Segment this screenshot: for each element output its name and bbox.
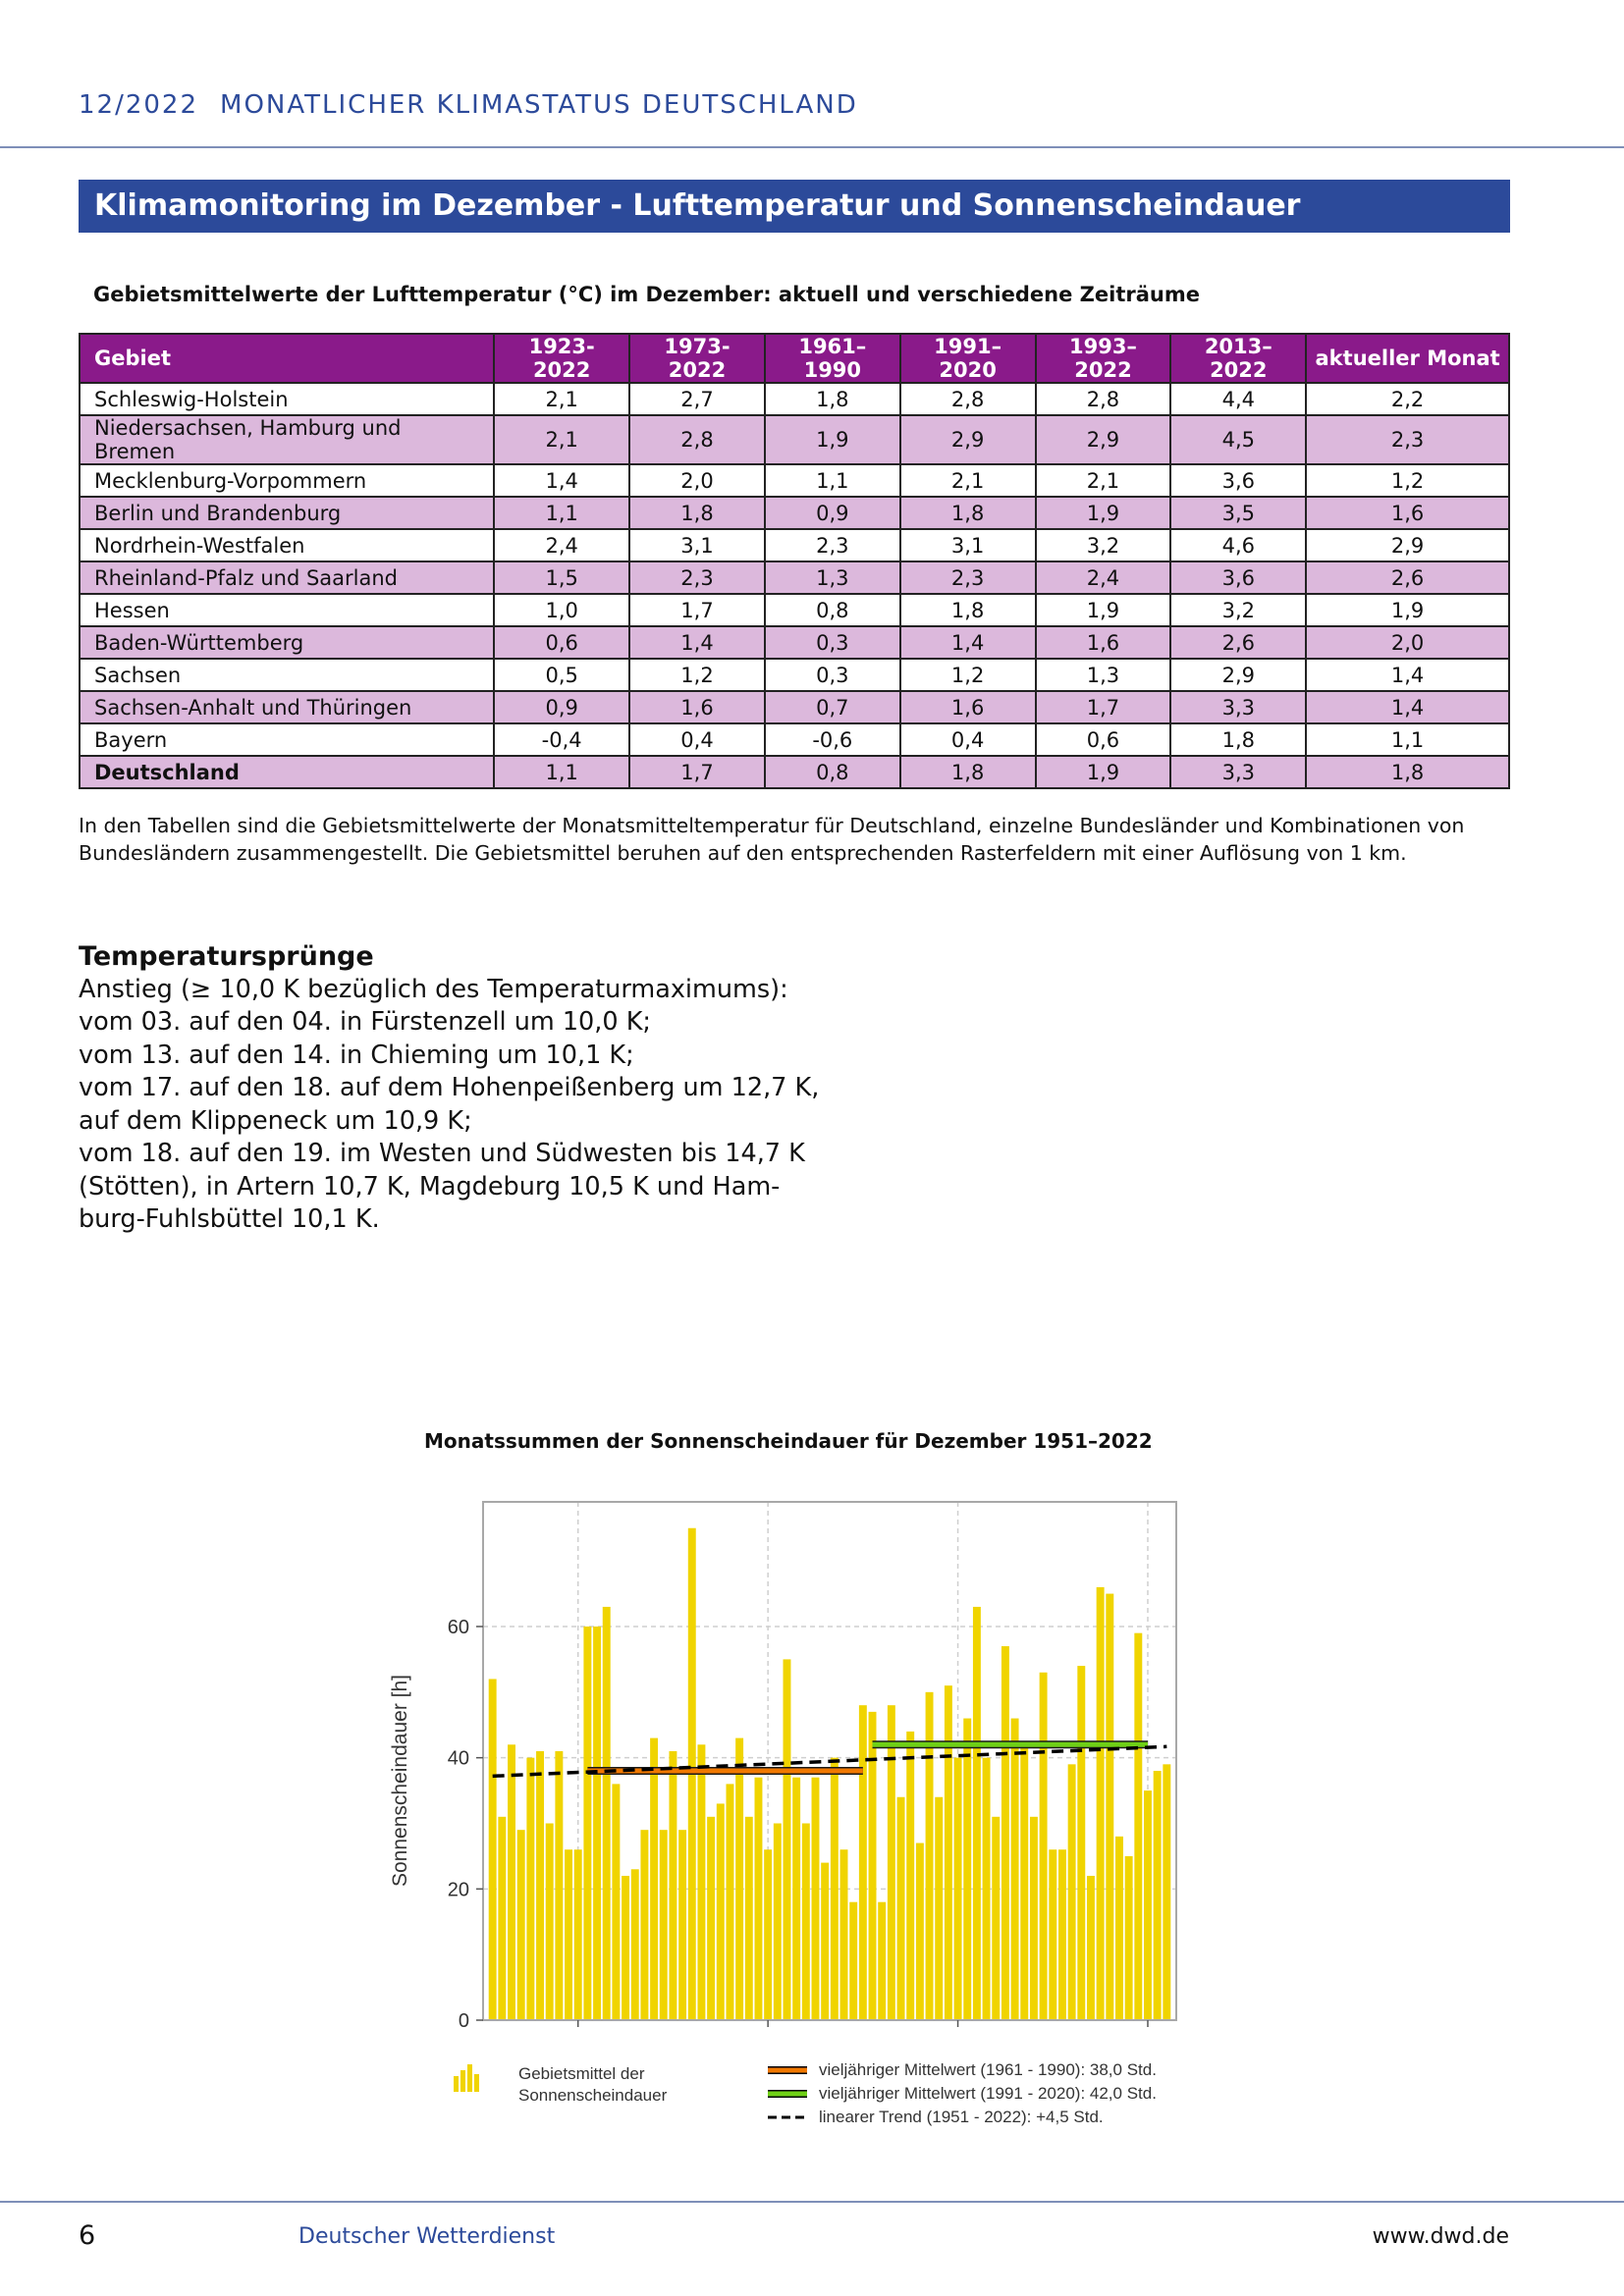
value-cell: 2,1 bbox=[494, 415, 629, 464]
column-header: Gebiet bbox=[80, 334, 494, 383]
value-cell: 1,4 bbox=[494, 464, 629, 497]
bar bbox=[831, 1758, 839, 2020]
bar bbox=[764, 1849, 772, 2020]
temperature-table bbox=[79, 333, 1510, 789]
bar bbox=[1077, 1666, 1085, 2020]
value-cell: 3,2 bbox=[1170, 594, 1306, 626]
value-cell: 1,6 bbox=[629, 691, 765, 723]
legend-mean1-label: vieljähriger Mittelwert (1961 - 1990): 38,0 Std. bbox=[819, 2060, 1157, 2079]
bar bbox=[555, 1751, 563, 2020]
value-cell: 1,9 bbox=[1036, 756, 1171, 788]
bar bbox=[546, 1823, 554, 2020]
bar bbox=[954, 1758, 962, 2020]
table-row bbox=[80, 415, 1509, 464]
y-tick-label: 20 bbox=[447, 1879, 469, 1901]
value-cell: 3,1 bbox=[900, 529, 1036, 561]
bar bbox=[878, 1902, 886, 2020]
footer-url[interactable]: www.dwd.de bbox=[1372, 2224, 1509, 2249]
value-cell: 2,9 bbox=[1036, 415, 1171, 464]
bar bbox=[536, 1751, 544, 2020]
legend-mean2-label: vieljähriger Mittelwert (1991 - 2020): 42,0 Std. bbox=[819, 2084, 1157, 2103]
bar bbox=[755, 1778, 763, 2020]
value-cell: 1,1 bbox=[494, 756, 629, 788]
value-cell: 4,5 bbox=[1170, 415, 1306, 464]
y-tick-label: 40 bbox=[447, 1747, 469, 1770]
region-cell: Rheinland-Pfalz und Saarland bbox=[80, 561, 494, 594]
bar bbox=[650, 1738, 658, 2020]
value-cell: 1,8 bbox=[765, 383, 900, 415]
value-cell: 2,9 bbox=[1170, 659, 1306, 691]
bar bbox=[583, 1627, 591, 2020]
value-cell: 3,6 bbox=[1170, 464, 1306, 497]
value-cell: 3,1 bbox=[629, 529, 765, 561]
value-cell: 1,2 bbox=[900, 659, 1036, 691]
value-cell: 1,1 bbox=[494, 497, 629, 529]
value-cell: 1,8 bbox=[629, 497, 765, 529]
dashed-line-icon bbox=[766, 2109, 809, 2125]
value-cell: 1,8 bbox=[900, 594, 1036, 626]
jumps-title: Temperatursprünge bbox=[79, 941, 374, 972]
value-cell: 2,1 bbox=[900, 464, 1036, 497]
bar bbox=[660, 1830, 668, 2020]
bar bbox=[935, 1797, 943, 2020]
value-cell: 1,8 bbox=[900, 756, 1036, 788]
chart-title: Monatssummen der Sonnenscheindauer für Dezember 1951–2022 bbox=[424, 1429, 1153, 1453]
bar bbox=[678, 1830, 686, 2020]
bar bbox=[508, 1744, 515, 2020]
table-row bbox=[80, 691, 1509, 723]
bar bbox=[1087, 1876, 1095, 2020]
value-cell: 1,1 bbox=[1306, 723, 1509, 756]
value-cell: 3,6 bbox=[1170, 561, 1306, 594]
region-cell: Bayern bbox=[80, 723, 494, 756]
bar bbox=[565, 1849, 572, 2020]
bar bbox=[802, 1823, 810, 2020]
bar bbox=[1068, 1764, 1076, 2020]
column-header: aktueller Monat bbox=[1306, 334, 1509, 383]
value-cell: 1,5 bbox=[494, 561, 629, 594]
value-cell: 2,8 bbox=[629, 415, 765, 464]
bar bbox=[812, 1778, 820, 2020]
bar bbox=[792, 1778, 800, 2020]
value-cell: 1,8 bbox=[1170, 723, 1306, 756]
value-cell: 2,8 bbox=[1036, 383, 1171, 415]
value-cell: 2,9 bbox=[900, 415, 1036, 464]
value-cell: 0,8 bbox=[765, 756, 900, 788]
bar bbox=[1020, 1744, 1028, 2020]
bar bbox=[1125, 1856, 1133, 2020]
value-cell: 2,3 bbox=[629, 561, 765, 594]
value-cell: 0,3 bbox=[765, 659, 900, 691]
bar bbox=[612, 1784, 620, 2020]
bar bbox=[906, 1732, 914, 2020]
bar bbox=[774, 1823, 782, 2020]
value-cell: 0,7 bbox=[765, 691, 900, 723]
value-cell: 2,1 bbox=[1036, 464, 1171, 497]
value-cell: 1,9 bbox=[765, 415, 900, 464]
bar bbox=[992, 1817, 1000, 2020]
jumps-lines bbox=[79, 974, 825, 1237]
bar bbox=[622, 1876, 629, 2020]
bar bbox=[1058, 1849, 1066, 2020]
legend-trend-label: linearer Trend (1951 - 2022): +4,5 Std. bbox=[819, 2108, 1104, 2126]
bar bbox=[603, 1607, 611, 2020]
value-cell: 1,6 bbox=[1306, 497, 1509, 529]
value-cell: 1,9 bbox=[1306, 594, 1509, 626]
value-cell: -0,6 bbox=[765, 723, 900, 756]
bar bbox=[640, 1830, 648, 2020]
jumps-line: vom 13. auf den 14. in Chieming um 10,1 K; bbox=[79, 1040, 634, 1070]
region-cell: Sachsen bbox=[80, 659, 494, 691]
value-cell: 1,7 bbox=[629, 594, 765, 626]
table-body bbox=[80, 383, 1509, 788]
bar bbox=[1011, 1719, 1019, 2020]
page-number: 6 bbox=[79, 2220, 96, 2251]
bar bbox=[945, 1685, 952, 2020]
bar bbox=[973, 1607, 981, 2020]
value-cell: 1,6 bbox=[900, 691, 1036, 723]
value-cell: 2,3 bbox=[1306, 415, 1509, 464]
value-cell: 3,2 bbox=[1036, 529, 1171, 561]
bar bbox=[735, 1738, 743, 2020]
table-note: In den Tabellen sind die Gebietsmittelwerte der Monatsmitteltemperatur für Deutschland, einzelne Bundesländer und Kombinationen von Bundesländern zusammengestellt. Die Gebietsmittel beruhen auf den entsprechenden Rasterfeldern mit einer Auflösung von 1 km. bbox=[79, 814, 1465, 865]
region-cell: Sachsen-Anhalt und Thüringen bbox=[80, 691, 494, 723]
bar bbox=[1154, 1771, 1162, 2020]
value-cell: 1,8 bbox=[1306, 756, 1509, 788]
bar bbox=[1144, 1790, 1152, 2020]
bar bbox=[517, 1830, 525, 2020]
column-header: 1961–1990 bbox=[765, 334, 900, 383]
jumps-line: burg-Fuhlsbüttel 10,1 K. bbox=[79, 1204, 380, 1234]
bar bbox=[526, 1758, 534, 2020]
value-cell: 1,7 bbox=[1036, 691, 1171, 723]
value-cell: 1,6 bbox=[1036, 626, 1171, 659]
region-cell: Mecklenburg-Vorpommern bbox=[80, 464, 494, 497]
y-tick-label: 0 bbox=[458, 2010, 469, 2032]
value-cell: 1,0 bbox=[494, 594, 629, 626]
bar bbox=[888, 1705, 895, 2020]
bar-legend-icon bbox=[452, 2062, 485, 2092]
region-cell: Niedersachsen, Hamburg und Bremen bbox=[80, 415, 494, 464]
value-cell: 2,0 bbox=[629, 464, 765, 497]
table-header-row bbox=[80, 334, 1509, 383]
jumps-line: vom 18. auf den 19. im Westen und Südwesten bis 14,7 K bbox=[79, 1139, 805, 1168]
bar bbox=[983, 1758, 991, 2020]
value-cell: 1,3 bbox=[765, 561, 900, 594]
value-cell: 0,6 bbox=[1036, 723, 1171, 756]
bar bbox=[1115, 1837, 1123, 2020]
value-cell: 2,4 bbox=[1036, 561, 1171, 594]
value-cell: 1,2 bbox=[629, 659, 765, 691]
value-cell: 2,6 bbox=[1306, 561, 1509, 594]
region-cell: Hessen bbox=[80, 594, 494, 626]
value-cell: 1,7 bbox=[629, 756, 765, 788]
y-tick-label: 60 bbox=[447, 1616, 469, 1638]
jumps-line: vom 17. auf den 18. auf dem Hohenpeißenberg um 12,7 K, bbox=[79, 1073, 820, 1102]
value-cell: 4,4 bbox=[1170, 383, 1306, 415]
bar bbox=[707, 1817, 715, 2020]
bar bbox=[593, 1627, 601, 2020]
section-banner: Klimamonitoring im Dezember - Lufttemperatur und Sonnenscheindauer bbox=[79, 180, 1510, 233]
value-cell: 4,6 bbox=[1170, 529, 1306, 561]
bar bbox=[1134, 1633, 1142, 2020]
value-cell: 1,9 bbox=[1036, 594, 1171, 626]
bar bbox=[1030, 1817, 1038, 2020]
value-cell: 0,8 bbox=[765, 594, 900, 626]
bar bbox=[1097, 1587, 1105, 2020]
value-cell: 2,9 bbox=[1306, 529, 1509, 561]
value-cell: 2,1 bbox=[494, 383, 629, 415]
value-cell: 1,4 bbox=[629, 626, 765, 659]
bar bbox=[1163, 1764, 1170, 2020]
bar bbox=[897, 1797, 905, 2020]
bar bbox=[821, 1863, 829, 2020]
bar bbox=[726, 1784, 733, 2020]
footer-divider bbox=[0, 2201, 1624, 2203]
column-header: 1973-2022 bbox=[629, 334, 765, 383]
sunshine-chart bbox=[373, 1487, 1237, 2047]
value-cell: 0,4 bbox=[629, 723, 765, 756]
value-cell: 0,5 bbox=[494, 659, 629, 691]
bar bbox=[631, 1869, 639, 2020]
bar bbox=[963, 1719, 971, 2020]
region-cell: Nordrhein-Westfalen bbox=[80, 529, 494, 561]
bar bbox=[1049, 1849, 1056, 2020]
value-cell: 2,6 bbox=[1170, 626, 1306, 659]
value-cell: 1,4 bbox=[1306, 691, 1509, 723]
y-axis-label: Sonnenscheindauer [h] bbox=[389, 1675, 411, 1887]
bar bbox=[697, 1744, 705, 2020]
value-cell: 0,6 bbox=[494, 626, 629, 659]
column-header: 1923-2022 bbox=[494, 334, 629, 383]
column-header: 1993–2022 bbox=[1036, 334, 1171, 383]
jumps-line: vom 03. auf den 04. in Fürstenzell um 10,0 K; bbox=[79, 1007, 652, 1037]
column-header: 2013–2022 bbox=[1170, 334, 1306, 383]
bar bbox=[849, 1902, 857, 2020]
value-cell: 1,8 bbox=[900, 497, 1036, 529]
region-cell: Schleswig-Holstein bbox=[80, 383, 494, 415]
table-row bbox=[80, 464, 1509, 497]
value-cell: 1,9 bbox=[1036, 497, 1171, 529]
table-row bbox=[80, 383, 1509, 415]
value-cell: 2,0 bbox=[1306, 626, 1509, 659]
table-row bbox=[80, 529, 1509, 561]
header-divider bbox=[0, 146, 1624, 148]
value-cell: 0,3 bbox=[765, 626, 900, 659]
value-cell: 2,3 bbox=[900, 561, 1036, 594]
table-row bbox=[80, 497, 1509, 529]
value-cell: 2,3 bbox=[765, 529, 900, 561]
value-cell: 2,7 bbox=[629, 383, 765, 415]
jumps-line: auf dem Klippeneck um 10,9 K; bbox=[79, 1105, 472, 1136]
value-cell: 1,4 bbox=[900, 626, 1036, 659]
header-title: MONATLICHER KLIMASTATUS DEUTSCHLAND bbox=[220, 90, 858, 120]
table-row bbox=[80, 659, 1509, 691]
jumps-line: Anstieg (≥ 10,0 K bezüglich des Temperaturmaximums): bbox=[79, 974, 788, 1004]
value-cell: 1,1 bbox=[765, 464, 900, 497]
chart-legend bbox=[452, 2057, 1237, 2136]
bar bbox=[1106, 1594, 1113, 2020]
bar bbox=[489, 1679, 497, 2020]
value-cell: 2,2 bbox=[1306, 383, 1509, 415]
footer-organization: Deutscher Wetterdienst bbox=[298, 2224, 556, 2249]
temperature-jumps bbox=[79, 940, 825, 1237]
region-cell: Berlin und Brandenburg bbox=[80, 497, 494, 529]
column-header: 1991–2020 bbox=[900, 334, 1036, 383]
bar bbox=[784, 1659, 791, 2020]
green-line-icon bbox=[766, 2086, 809, 2102]
value-cell: -0,4 bbox=[494, 723, 629, 756]
table-row bbox=[80, 594, 1509, 626]
value-cell: 0,9 bbox=[494, 691, 629, 723]
value-cell: 3,3 bbox=[1170, 691, 1306, 723]
region-cell: Baden-Württemberg bbox=[80, 626, 494, 659]
value-cell: 1,3 bbox=[1036, 659, 1171, 691]
bar bbox=[498, 1817, 506, 2020]
bar bbox=[840, 1849, 848, 2020]
table-caption: Gebietsmittelwerte der Lufttemperatur (°C) im Dezember: aktuell und verschiedene Zeiträume bbox=[93, 283, 1200, 306]
value-cell: 1,2 bbox=[1306, 464, 1509, 497]
bar bbox=[717, 1803, 725, 2020]
bar bbox=[574, 1849, 582, 2020]
value-cell: 0,9 bbox=[765, 497, 900, 529]
table-row bbox=[80, 626, 1509, 659]
value-cell: 1,4 bbox=[1306, 659, 1509, 691]
orange-line-icon bbox=[766, 2062, 809, 2078]
bar bbox=[1040, 1673, 1048, 2020]
page-header bbox=[79, 90, 880, 120]
bar bbox=[1001, 1646, 1009, 2020]
bar bbox=[916, 1843, 924, 2020]
table-row bbox=[80, 723, 1509, 756]
bar bbox=[745, 1817, 753, 2020]
value-cell: 3,3 bbox=[1170, 756, 1306, 788]
value-cell: 2,4 bbox=[494, 529, 629, 561]
region-cell: Deutschland bbox=[80, 756, 494, 788]
table-row bbox=[80, 756, 1509, 788]
value-cell: 3,5 bbox=[1170, 497, 1306, 529]
jumps-line: (Stötten), in Artern 10,7 K, Magdeburg 10,5 K und Ham- bbox=[79, 1171, 781, 1201]
bar bbox=[669, 1751, 677, 2020]
bar-legend-label: Gebietsmittel der Sonnenscheindauer bbox=[518, 2064, 668, 2105]
issue-number: 12/2022 bbox=[79, 90, 199, 120]
value-cell: 2,8 bbox=[900, 383, 1036, 415]
value-cell: 0,4 bbox=[900, 723, 1036, 756]
bar bbox=[859, 1705, 867, 2020]
table-row bbox=[80, 561, 1509, 594]
